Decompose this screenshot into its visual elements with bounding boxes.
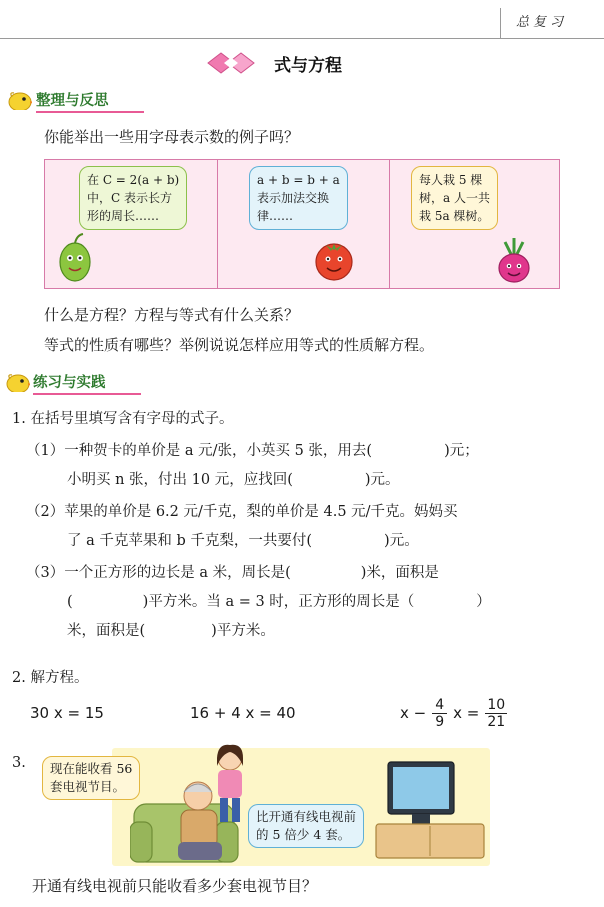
ex1-part1-line1 xyxy=(26,441,479,461)
text: )平方米。 xyxy=(211,623,275,639)
title-diamond-icon xyxy=(206,50,266,76)
fraction xyxy=(485,697,507,730)
question-properties: 等式的性质有哪些？举例说说怎样应用等式的性质解方程。 xyxy=(44,336,435,354)
ex3-number: 3. xyxy=(12,755,26,771)
section-underline xyxy=(36,111,144,113)
ex1-title: 1. 在括号里填写含有字母的式子。 xyxy=(12,411,234,427)
chick-icon xyxy=(6,88,32,110)
numerator: 4 xyxy=(432,697,447,714)
speech-bubble-now xyxy=(42,756,140,800)
text: )元。 xyxy=(364,472,400,488)
text: )元； xyxy=(444,443,479,459)
examples-strip xyxy=(44,159,560,289)
text: x − xyxy=(400,704,427,722)
equation-1: 30 x = 15 xyxy=(30,704,104,722)
question-letters: 你能举出一些用字母表示数的例子吗？ xyxy=(44,128,300,146)
bubble-commutative xyxy=(249,166,348,230)
pepper-character-icon xyxy=(53,230,97,286)
question-equation: 什么是方程？方程与等式有什么关系？ xyxy=(44,306,300,324)
text: )米，面积是 xyxy=(360,565,439,581)
bubble-trees xyxy=(411,166,498,230)
radish-character-icon xyxy=(491,236,537,286)
speech-line: 套电视节目。 xyxy=(50,779,126,794)
text: 了 a 千克苹果和 b 千克梨，一共要付( xyxy=(67,533,313,549)
section-heading-reflection: 整理与反思 xyxy=(36,93,109,109)
bubble-line: 每人栽 5 棵 xyxy=(419,173,483,187)
text: 小明买 n 张，付出 10 元，应找回( xyxy=(67,472,293,488)
text: )元。 xyxy=(384,533,419,549)
bubble-line: 栽 5a 棵树。 xyxy=(419,209,490,223)
ex3-question: 开通有线电视前只能收看多少套电视节目？ xyxy=(32,877,318,895)
text: （3）一个正方形的边长是 a 米，周长是( xyxy=(26,565,291,581)
ex1-part1-line2 xyxy=(67,470,400,490)
equation-2: 16 + 4 x = 40 xyxy=(190,704,296,722)
ex1-part3-line2 xyxy=(67,592,491,612)
bubble-line: 形的周长…… xyxy=(87,209,160,223)
chick-icon xyxy=(4,370,30,392)
tomato-character-icon xyxy=(309,234,359,284)
bubble-line: 表示加法交换 xyxy=(257,191,330,205)
panel-divider xyxy=(217,160,218,288)
speech-line: 的 5 倍少 4 套。 xyxy=(256,827,351,842)
bubble-line: 在 C = 2(a + b) xyxy=(87,173,180,187)
header-rule xyxy=(0,38,604,39)
ex2-title: 2. 解方程。 xyxy=(12,670,89,686)
text: x = xyxy=(453,704,480,722)
ex1-part2-line1: （2）苹果的单价是 6.2 元/千克，梨的单价是 4.5 元/千克。妈妈买 xyxy=(26,504,458,520)
ex1-part2-line2 xyxy=(67,531,419,551)
text: )平方米。当 a = 3 时，正方形的周长是（ xyxy=(142,594,415,610)
text: ( xyxy=(67,594,73,610)
text: ） xyxy=(476,594,491,610)
bubble-line: 中，C 表示长方 xyxy=(87,191,172,205)
bubble-perimeter xyxy=(79,166,187,230)
denominator: 9 xyxy=(435,713,445,730)
header-label: 总复习 xyxy=(516,15,568,30)
denominator: 21 xyxy=(487,713,506,730)
speech-line: 现在能收看 56 xyxy=(50,761,133,776)
panel-divider xyxy=(389,160,390,288)
text: 米，面积是( xyxy=(67,623,146,639)
numerator: 10 xyxy=(487,696,506,713)
bubble-line: 律…… xyxy=(257,209,294,223)
girl-icon xyxy=(208,742,252,828)
speech-bubble-before xyxy=(248,804,364,848)
equation-3 xyxy=(400,693,507,733)
section-underline xyxy=(33,393,141,395)
ex1-part3-line3 xyxy=(67,621,275,641)
bubble-line: 树，a 人一共 xyxy=(419,191,490,205)
bubble-line: a + b = b + a xyxy=(257,173,340,187)
speech-line: 比开通有线电视前 xyxy=(256,809,357,824)
fraction xyxy=(432,697,447,730)
section-heading-practice: 练习与实践 xyxy=(33,375,106,391)
page-title: 式与方程 xyxy=(274,56,342,76)
ex1-part3-line1 xyxy=(26,563,439,583)
tv-icon xyxy=(374,760,486,864)
text: （1）一种贺卡的单价是 a 元/张，小英买 5 张，用去( xyxy=(26,443,373,459)
